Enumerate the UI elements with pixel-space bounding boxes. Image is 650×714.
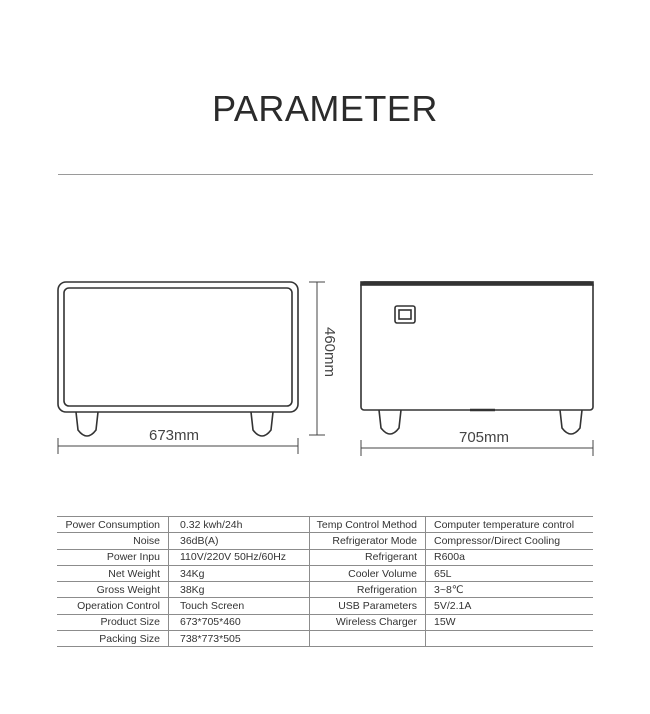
spec-value (426, 631, 594, 647)
spec-label: Product Size (57, 614, 169, 630)
dimension-drawing (0, 270, 650, 460)
side-right-leg (560, 410, 582, 434)
table-row (57, 533, 593, 549)
spec-value: 38Kg (169, 582, 310, 598)
table-row (57, 582, 593, 598)
control-panel-icon (395, 306, 415, 323)
spec-value: 110V/220V 50Hz/60Hz (169, 549, 310, 565)
spec-value: 36dB(A) (169, 533, 310, 549)
spec-label: Net Weight (57, 565, 169, 581)
spec-label (310, 631, 426, 647)
table-row (57, 631, 593, 647)
spec-label: Wireless Charger (310, 614, 426, 630)
spec-label: Operation Control (57, 598, 169, 614)
spec-value: 3~8℃ (426, 582, 594, 598)
spec-value: 673*705*460 (169, 614, 310, 630)
table-row (57, 565, 593, 581)
spec-label: Refrigerator Mode (310, 533, 426, 549)
spec-label: Noise (57, 533, 169, 549)
spec-value: R600a (426, 549, 594, 565)
spec-value: Touch Screen (169, 598, 310, 614)
side-body (361, 282, 593, 410)
table-row (57, 598, 593, 614)
front-inner-panel (64, 288, 292, 406)
spec-value: 5V/2.1A (426, 598, 594, 614)
spec-label: Refrigeration (310, 582, 426, 598)
spec-label: USB Parameters (310, 598, 426, 614)
control-panel-screen (399, 310, 411, 319)
spec-label: Power Consumption (57, 517, 169, 533)
spec-label: Packing Size (57, 631, 169, 647)
spec-table (57, 516, 593, 647)
table-row (57, 549, 593, 565)
title-divider (58, 174, 593, 175)
spec-label: Refrigerant (310, 549, 426, 565)
spec-value: Computer temperature control (426, 517, 594, 533)
depth-label: 705mm (458, 429, 510, 446)
spec-value: 65L (426, 565, 594, 581)
side-view (361, 282, 593, 434)
spec-label: Gross Weight (57, 582, 169, 598)
table-row (57, 517, 593, 533)
spec-value: 0.32 kwh/24h (169, 517, 310, 533)
height-label: 460mm (321, 326, 338, 378)
spec-value: 738*773*505 (169, 631, 310, 647)
width-label: 673mm (148, 427, 200, 444)
front-left-leg (76, 412, 98, 436)
table-row (57, 614, 593, 630)
side-top-edge (361, 282, 593, 285)
spec-value: 34Kg (169, 565, 310, 581)
spec-label: Power Inpu (57, 549, 169, 565)
side-left-leg (379, 410, 401, 434)
front-right-leg (251, 412, 273, 436)
spec-label: Cooler Volume (310, 565, 426, 581)
spec-label: Temp Control Method (310, 517, 426, 533)
spec-value: 15W (426, 614, 594, 630)
page-title: PARAMETER (212, 88, 438, 129)
spec-value: Compressor/Direct Cooling (426, 533, 594, 549)
front-outer-frame (58, 282, 298, 412)
front-view (58, 282, 298, 436)
